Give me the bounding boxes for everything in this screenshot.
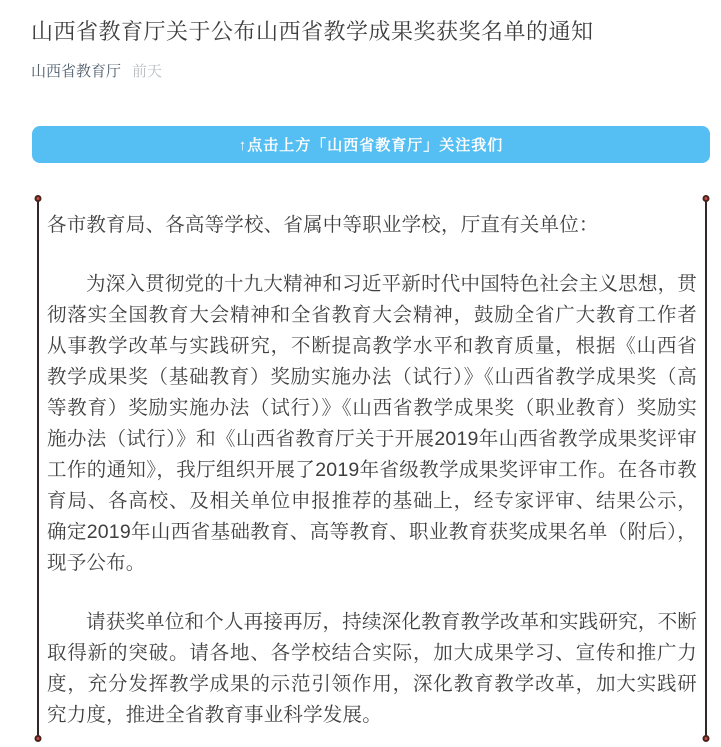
article-page: [0, 16, 721, 747]
right-top-dot-icon: [703, 195, 710, 202]
notice-paragraph-1: 为深入贯彻党的十九大精神和习近平新时代中国特色社会主义思想，贯彻落实全国教育大会精神和全省教育大会精神，鼓励全省广大教育工作者从事教学改革与实践研究，不断提高教学水平和教育质量，根据《山西省教学成果奖（基础教育）奖励实施办法（试行）》《山西省教学成果奖（高等教育）奖励实施办法（试行）》《山西省教学成果奖（职业教育）奖励实施办法（试行）》和《山西省教育厅关于开展2019年山西省教学成果奖评审工作的通知》，我厅组织开展了2019年省级教学成果奖评审工作。在各市教育局、各高校、及相关单位申报推荐的基础上，经专家评审、结果公示，确定2019年山西省基础教育、高等教育、职业教育获奖成果名单（附后），现予公布。: [47, 273, 697, 574]
follow-banner[interactable]: [32, 126, 710, 163]
account-name-link[interactable]: 山西省教育厅: [31, 63, 122, 80]
left-top-dot-icon: [35, 195, 42, 202]
publish-time: 前天: [132, 63, 163, 80]
salutation-line: 各市教育局、各高等学校、省属中等职业学校，厅直有关单位：: [47, 214, 599, 236]
notice-paragraph-2: 请获奖单位和个人再接再厉，持续深化教育教学改革和实践研究，不断取得新的突破。请各地、各学校结合实际，加大成果学习、宣传和推广力度，充分发挥教学成果的示范引领作用，深化教育教学改革，加大实践研究力度，推进全省教育事业科学发展。: [47, 611, 697, 726]
right-border-line: [705, 200, 707, 737]
left-border-line: [37, 200, 39, 737]
follow-banner-text: ↑点击上方「山西省教育厅」关注我们: [238, 137, 504, 154]
article-title: 山西省教育厅关于公布山西省教学成果奖获奖名单的通知: [31, 19, 594, 44]
right-bottom-dot-icon: [703, 735, 710, 742]
notice-body: [37, 200, 707, 737]
left-bottom-dot-icon: [35, 735, 42, 742]
byline: [31, 60, 690, 81]
